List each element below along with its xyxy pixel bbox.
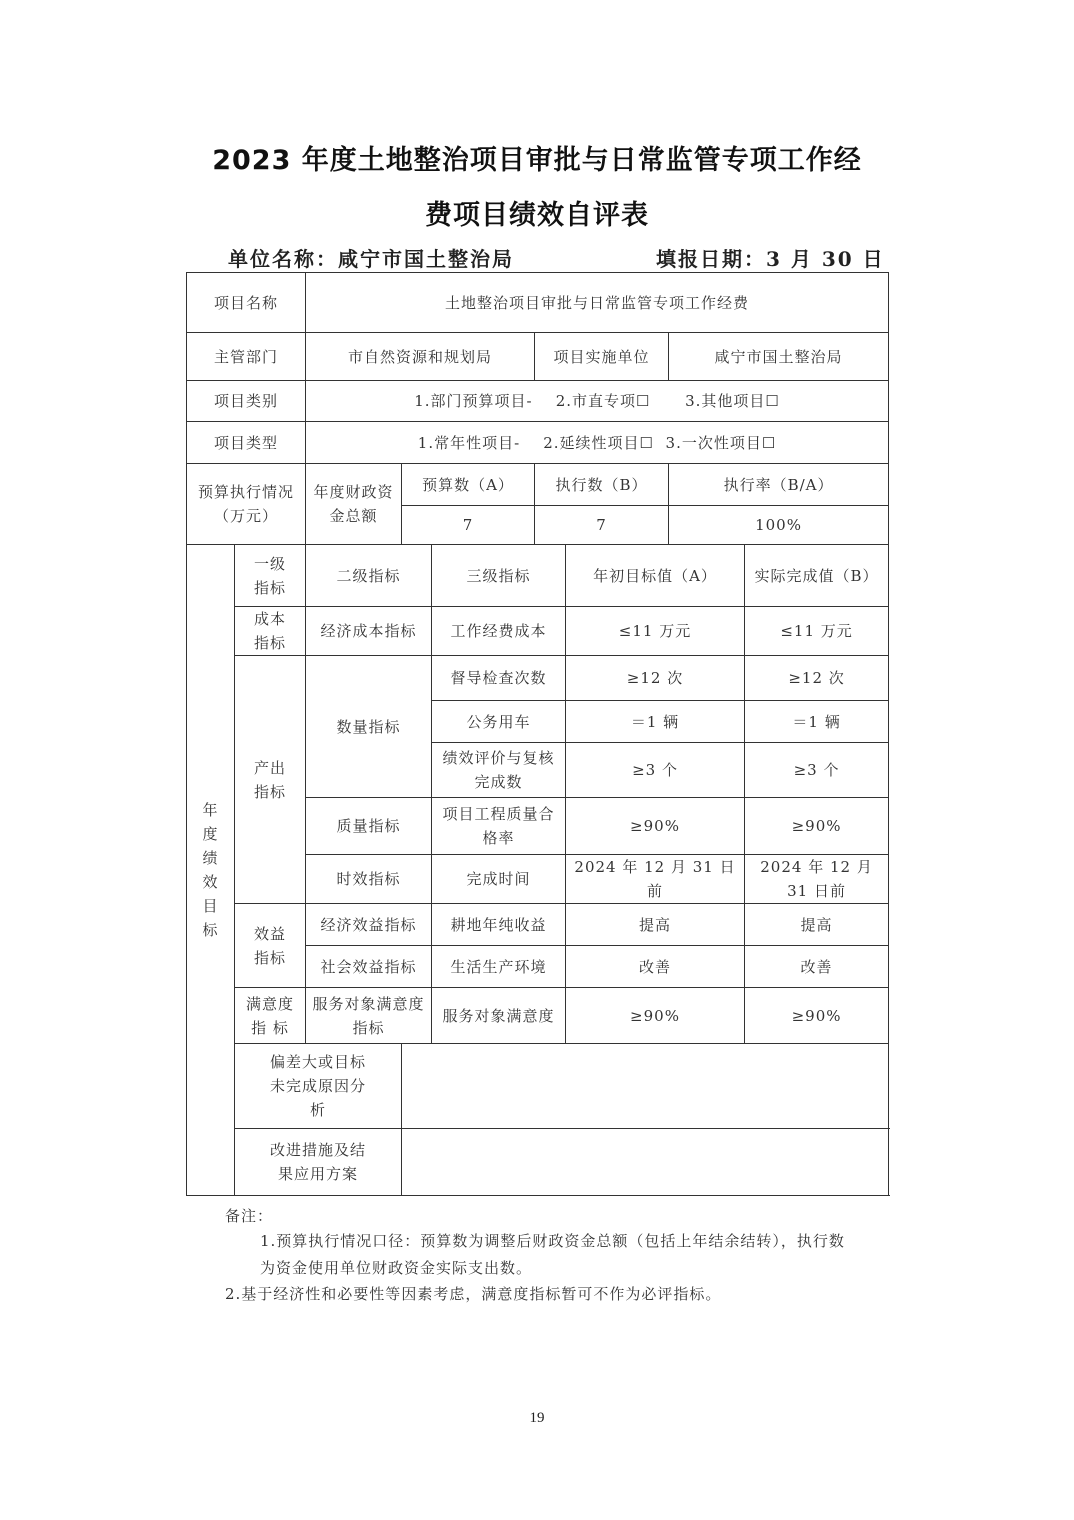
row-project-name [187,273,889,333]
cell-level2: 经济效益指标 [306,904,432,946]
cell-level3: 生活生产环境 [432,946,566,988]
cell-level2: 服务对象满意度指标 [306,988,432,1044]
note-1: 1.预算执行情况口径：预算数为调整后财政资金总额（包括上年结余结转），执行数为资金使用单位财政资金实际支出数。 [260,1232,845,1277]
label-output: 产出指标 [235,656,306,904]
table-row [187,656,889,701]
notes-heading: 备注： [225,1207,274,1225]
cell-actual: 提高 [745,904,889,946]
cell-level2: 时效指标 [306,855,432,904]
label-rate: 执行率（B/A） [669,464,889,506]
label-annual-goal: 年度绩效目标 [187,545,235,1196]
value-department: 市自然资源和规划局 [306,333,535,381]
value-improve [402,1129,889,1196]
row-indicator-head [187,545,889,607]
cell-target: ≥90% [566,988,745,1044]
value-executed: 7 [535,506,669,545]
cell-level3: 服务对象满意度 [432,988,566,1044]
row-department [187,333,889,381]
cell-level2: 社会效益指标 [306,946,432,988]
cell-level3: 公务用车 [432,701,566,743]
row-type [187,422,889,464]
page-number: 19 [529,1410,545,1426]
cell-level3: 绩效评价与复核完成数 [432,743,566,798]
label-annual-total: 年度财政资金总额 [306,464,402,545]
label-budget-exec: 预算执行情况（万元） [187,464,306,545]
cell-level3: 项目工程质量合格率 [432,798,566,855]
table-row [187,607,889,656]
label-project-name: 项目名称 [187,273,306,333]
document-title-line2: 费项目绩效自评表 [425,200,649,231]
cell-actual: ≥90% [745,988,889,1044]
cell-target: ＝1 辆 [566,701,745,743]
cell-level2: 质量指标 [306,798,432,855]
row-deviation [187,1044,889,1129]
label-deviation: 偏差大或目标未完成原因分析 [235,1044,402,1129]
cell-level2: 数量指标 [306,656,432,798]
label-improve: 改进措施及结果应用方案 [235,1129,402,1196]
value-budget: 7 [402,506,535,545]
unit-name: 单位名称：咸宁市国土整治局 [228,247,514,271]
fill-date: 填报日期：3 月 30 日 [656,247,885,271]
cell-actual: ≥90% [745,798,889,855]
cell-actual: ≥12 次 [745,656,889,701]
cell-level3: 完成时间 [432,855,566,904]
cell-target: 2024 年 12 月 31 日前 [566,855,745,904]
label-department: 主管部门 [187,333,306,381]
value-deviation [402,1044,889,1129]
cell-actual: ≥3 个 [745,743,889,798]
label-target-a: 年初目标值（A） [566,545,745,607]
label-exec-b: 执行数（B） [535,464,669,506]
label-budget-a: 预算数（A） [402,464,535,506]
cell-target: 提高 [566,904,745,946]
performance-table [186,272,889,1196]
label-type: 项目类型 [187,422,306,464]
row-category [187,381,889,422]
cell-level2: 经济成本指标 [306,607,432,656]
value-type: 1.常年性项目- 2.延续性项目☐ 3.一次性项目☐ [306,422,889,464]
row-budget-head [187,464,889,506]
label-satisfaction: 满意度指 标 [235,988,306,1044]
value-project-name: 土地整治项目审批与日常监管专项工作经费 [306,273,889,333]
cell-actual: ＝1 辆 [745,701,889,743]
label-benefit: 效益指标 [235,904,306,988]
cell-actual: ≤11 万元 [745,607,889,656]
label-implementer: 项目实施单位 [535,333,669,381]
cell-level3: 工作经费成本 [432,607,566,656]
table-row [187,988,889,1044]
label-level3: 三级指标 [432,545,566,607]
label-level1: 一级指标 [235,545,306,607]
note-2: 2.基于经济性和必要性等因素考虑，满意度指标暂可不作为必评指标。 [225,1285,722,1303]
cell-actual: 2024 年 12 月 31 日前 [745,855,889,904]
label-actual-b: 实际完成值（B） [745,545,889,607]
cell-target: ≥12 次 [566,656,745,701]
label-cost: 成本指标 [235,607,306,656]
cell-level3: 耕地年纯收益 [432,904,566,946]
cell-target: ≥3 个 [566,743,745,798]
value-rate: 100% [669,506,889,545]
label-category: 项目类别 [187,381,306,422]
row-improve [187,1129,889,1196]
document-title-line1: 2023 年度土地整治项目审批与日常监管专项工作经 [212,145,862,176]
cell-actual: 改善 [745,946,889,988]
value-category: 1.部门预算项目- 2.市直专项☐ 3.其他项目☐ [306,381,889,422]
value-implementer: 咸宁市国土整治局 [669,333,889,381]
table-row [187,904,889,946]
cell-target: ≤11 万元 [566,607,745,656]
label-level2: 二级指标 [306,545,432,607]
cell-target: 改善 [566,946,745,988]
cell-target: ≥90% [566,798,745,855]
cell-level3: 督导检查次数 [432,656,566,701]
